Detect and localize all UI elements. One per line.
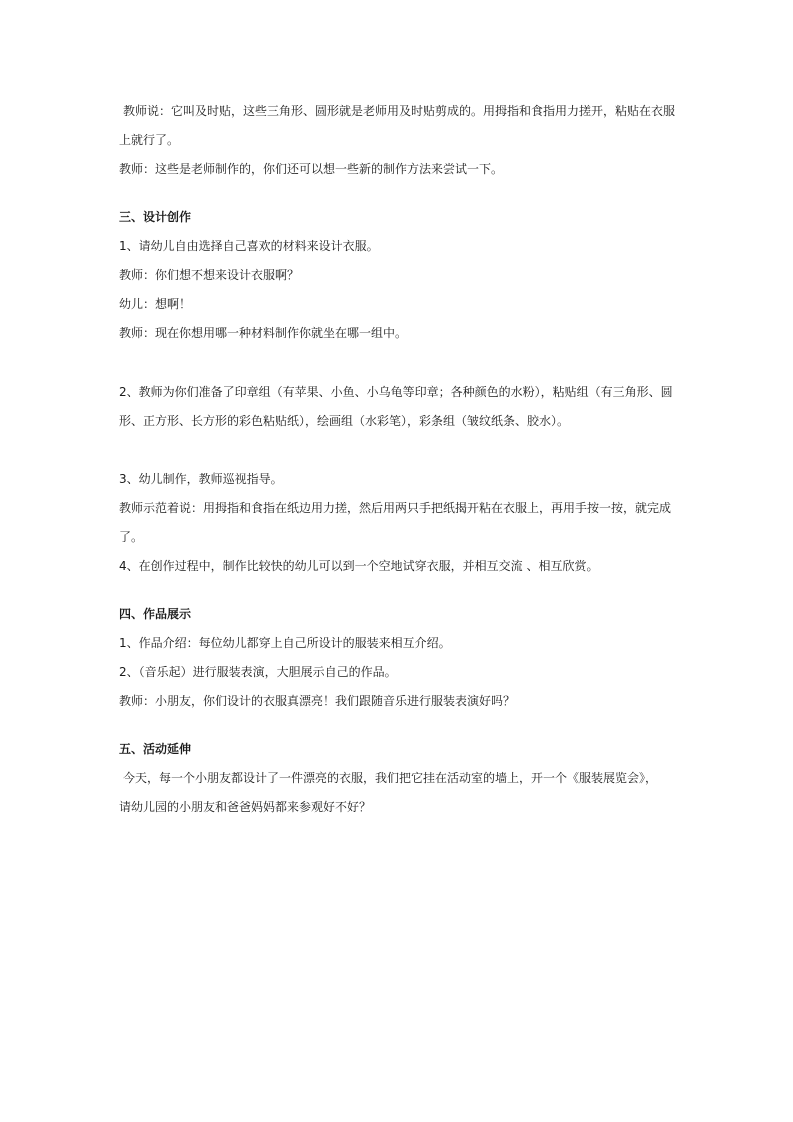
section-heading-showcase: 四、作品展示: [119, 607, 192, 621]
dialog-line: 教师：现在你想用哪一种材料制作你就坐在哪一组中。: [119, 326, 408, 340]
demo-paragraph-line: 教师示范着说：用拇指和食指在纸边用力搓，然后用两只手把纸揭开粘在衣服上，再用手按一按，就完成: [119, 501, 672, 515]
dialog-line: 教师：你们想不想来设计衣服啊？: [119, 268, 300, 282]
demo-paragraph-line: 了。: [119, 530, 144, 544]
list-item: 4、在创作过程中，制作比较快的幼儿可以到一个空地试穿衣服，并相互交流 、相互欣赏。: [119, 559, 599, 573]
extension-paragraph-line: 今天，每一个小朋友都设计了一件漂亮的衣服，我们把它挂在活动室的墙上，开一个《服装展览会》，: [123, 771, 658, 785]
intro-paragraph-line: 上就行了。: [119, 133, 180, 147]
extension-paragraph-line: 请幼儿园的小朋友和爸爸妈妈都来参观好不好？: [119, 800, 372, 814]
list-item-line: 形、正方形、长方形的彩色粘贴纸），绘画组（水彩笔），彩条组（皱纹纸条、胶水）。: [119, 414, 570, 428]
section-heading-extension: 五、活动延伸: [119, 742, 192, 756]
list-item: 3、幼儿制作，教师巡视指导。: [119, 472, 283, 486]
list-item-line: 2、教师为你们准备了印章组（有苹果、小鱼、小乌龟等印章；各种颜色的水粉），粘贴组（有三角形、圆: [119, 385, 673, 399]
intro-paragraph: 教师：这些是老师制作的，你们还可以想一些新的制作方法来尝试一下。: [119, 162, 504, 176]
list-item: 1、作品介绍：每位幼儿都穿上自己所设计的服装来相互介绍。: [119, 636, 451, 650]
intro-paragraph-line: 教师说：它叫及时贴，这些三角形、圆形就是老师用及时贴剪成的。用拇指和食指用力搓开，粘贴在衣服: [123, 104, 676, 118]
list-item: 2、（音乐起）进行服装表演，大胆展示自己的作品。: [119, 665, 397, 679]
dialog-line: 幼儿：想啊！: [119, 297, 192, 311]
section-heading-design: 三、设计创作: [119, 210, 192, 224]
list-item: 1、请幼儿自由选择自己喜欢的材料来设计衣服。: [119, 239, 379, 253]
dialog-line: 教师：小朋友，你们设计的衣服真漂亮！我们跟随音乐进行服装表演好吗？: [119, 694, 516, 708]
